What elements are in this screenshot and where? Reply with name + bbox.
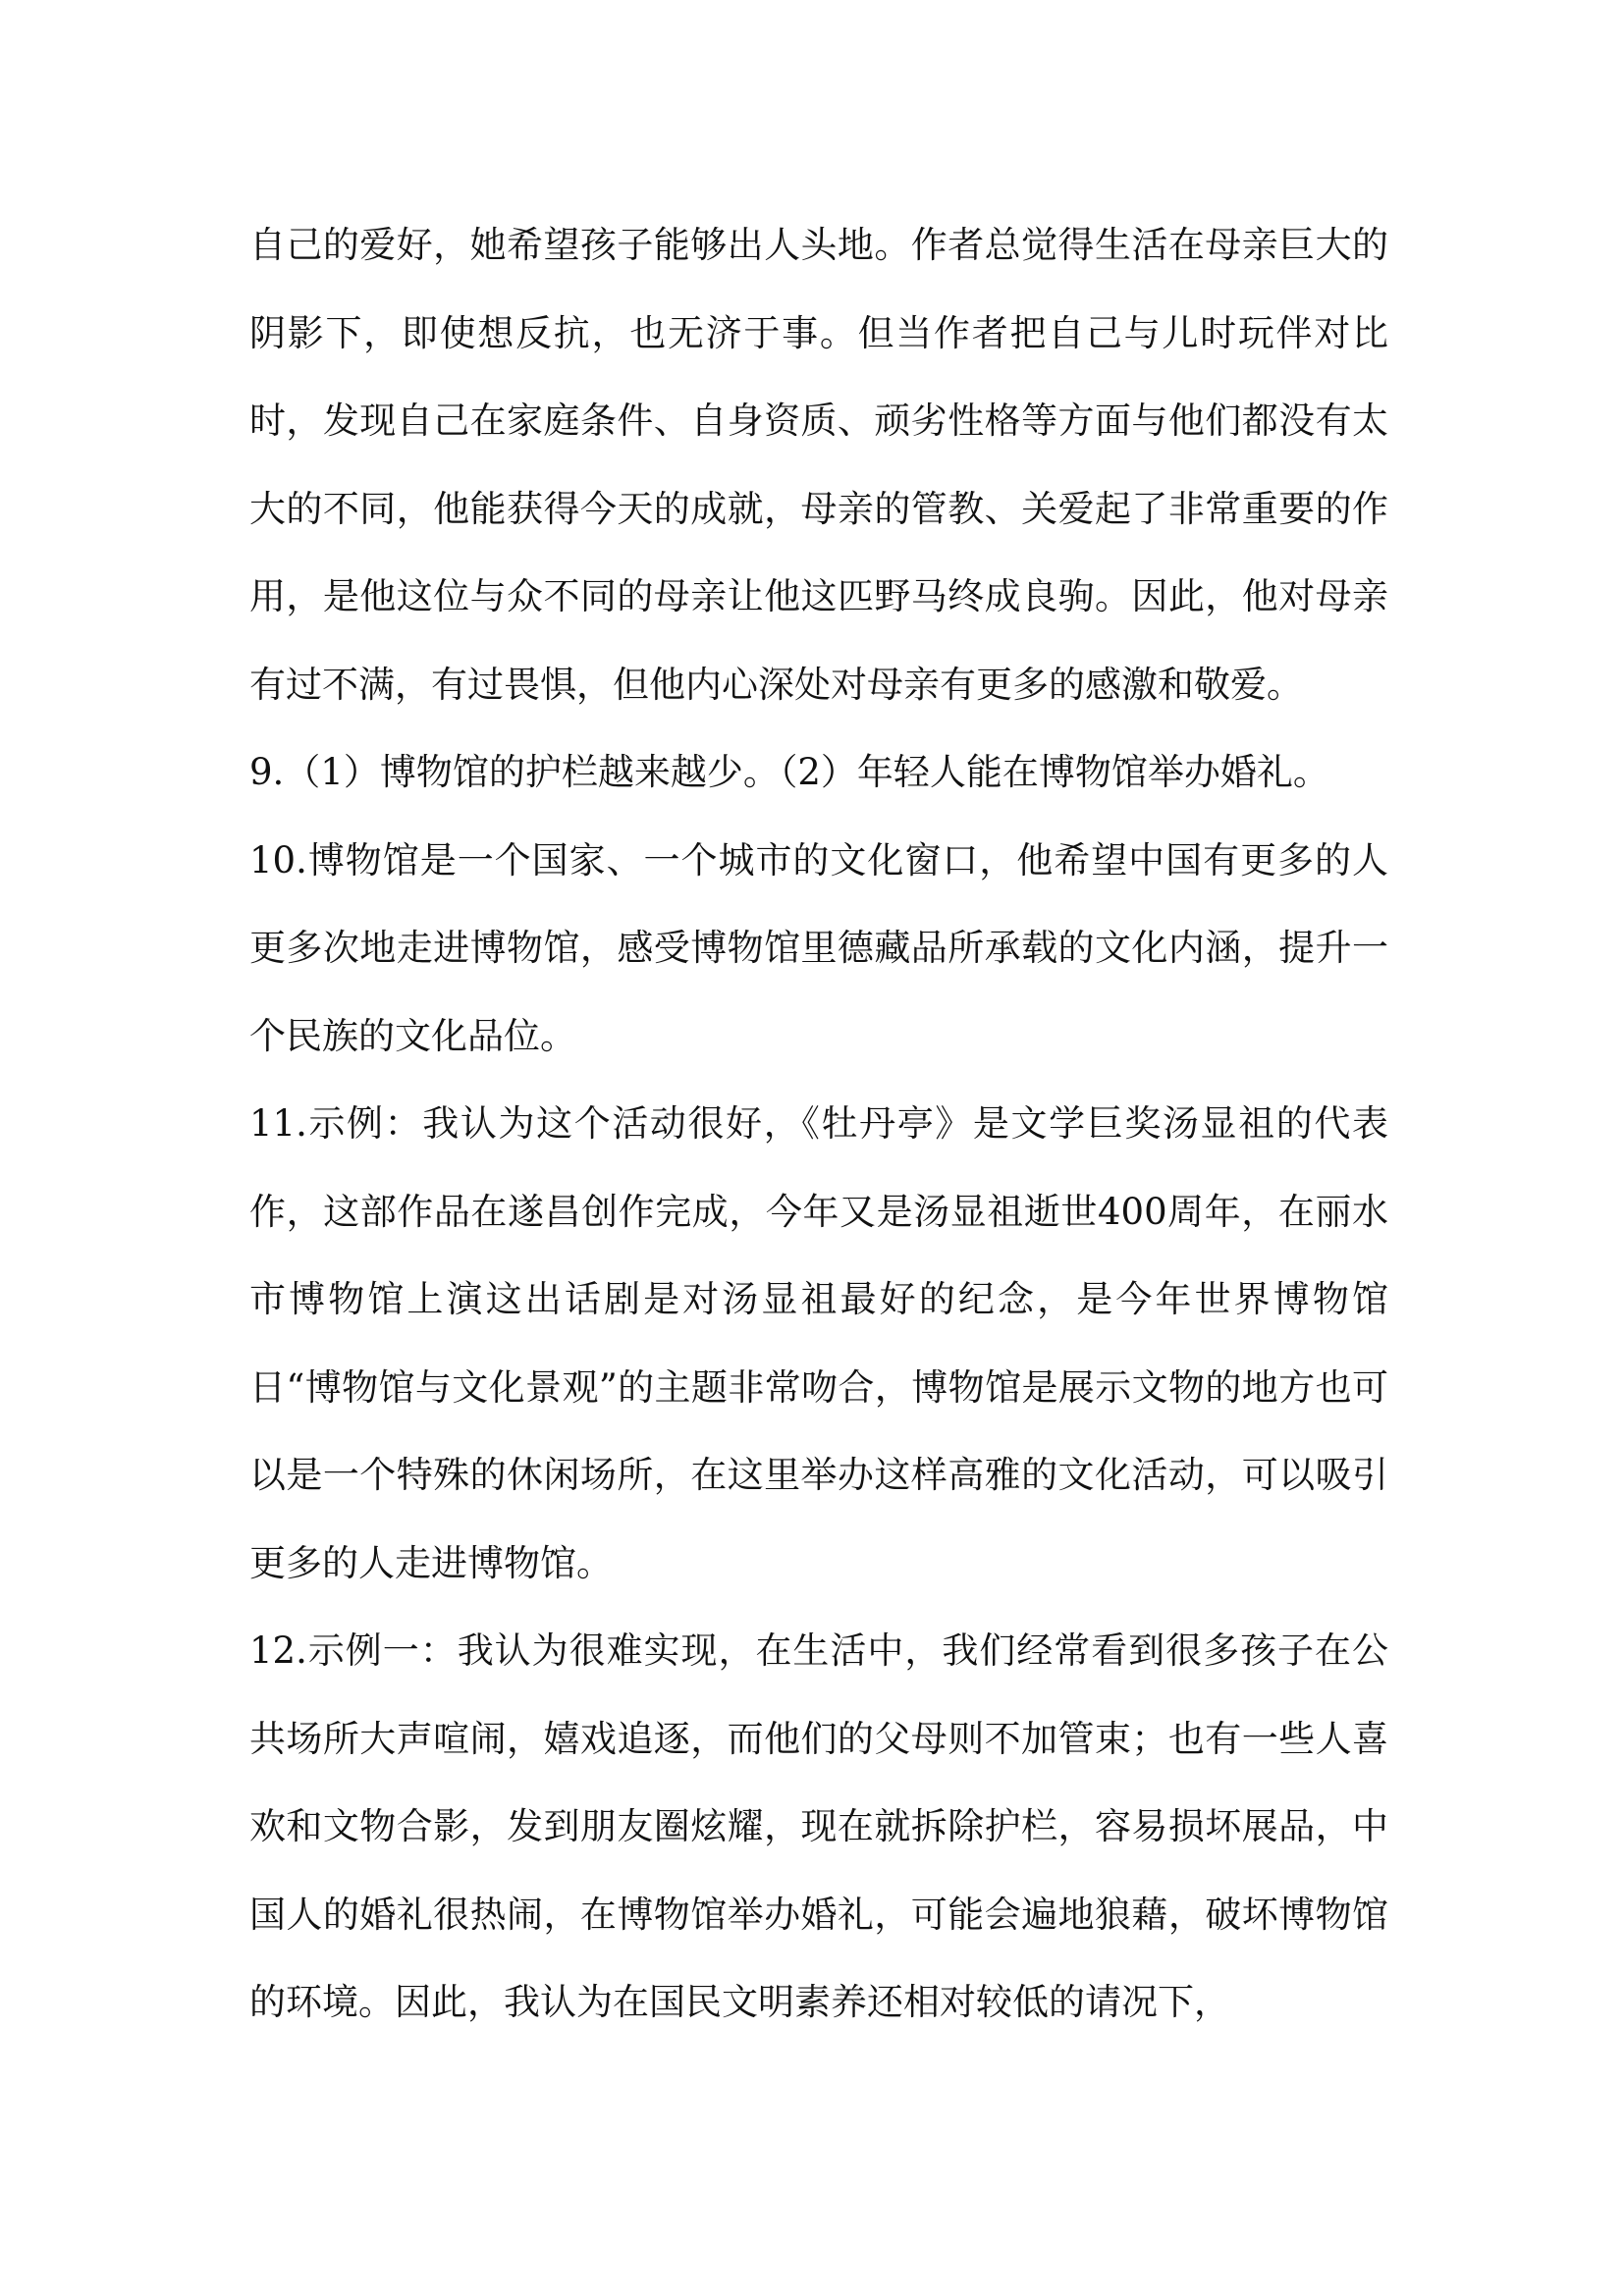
answer-9: 9.（1）博物馆的护栏越来越少。（2）年轻人能在博物馆举办婚礼。 <box>249 751 1329 793</box>
answer-11: 11.示例：我认为这个活动很好，《牡丹亭》是文学巨奖汤显祖的代表作，这部作品在遂昌创作完成，今年又是汤显祖逝世400周年，在丽水市博物馆上演这出话剧是对汤显祖最好的纪念，是今年世界博物馆日“博物馆与文化景观”的主题非常吻合，博物馆是展示文物的地方也可以是一个特殊的休闲场所，在这里举办这样高雅的文化活动，可以吸引更多的人走进博物馆。 <box>249 1102 1388 1584</box>
document-body <box>249 201 1388 2047</box>
paragraph-continuation: 自己的爱好，她希望孩子能够出人头地。作者总觉得生活在母亲巨大的阴影下，即使想反抗，也无济于事。但当作者把自己与儿时玩伴对比时，发现自己在家庭条件、自身资质、顽劣性格等方面与他们都没有太大的不同，他能获得今天的成就，母亲的管教、关爱起了非常重要的作用，是他这位与众不同的母亲让他这匹野马终成良驹。因此，他对母亲有过不满，有过畏惧，但他内心深处对母亲有更多的感激和敬爱。 <box>249 224 1388 706</box>
answer-12: 12.示例一：我认为很难实现，在生活中，我们经常看到很多孩子在公共场所大声喧闹，嬉戏追逐，而他们的父母则不加管束；也有一些人喜欢和文物合影，发到朋友圈炫耀，现在就拆除护栏，容易损坏展品，中国人的婚礼很热闹，在博物馆举办婚礼，可能会遍地狼藉，破坏博物馆的环境。因此，我认为在国民文明素养还相对较低的请况下， <box>249 1629 1388 2023</box>
answer-10: 10.博物馆是一个国家、一个城市的文化窗口，他希望中国有更多的人更多次地走进博物馆，感受博物馆里德藏品所承载的文化内涵，提升一个民族的文化品位。 <box>249 838 1388 1057</box>
